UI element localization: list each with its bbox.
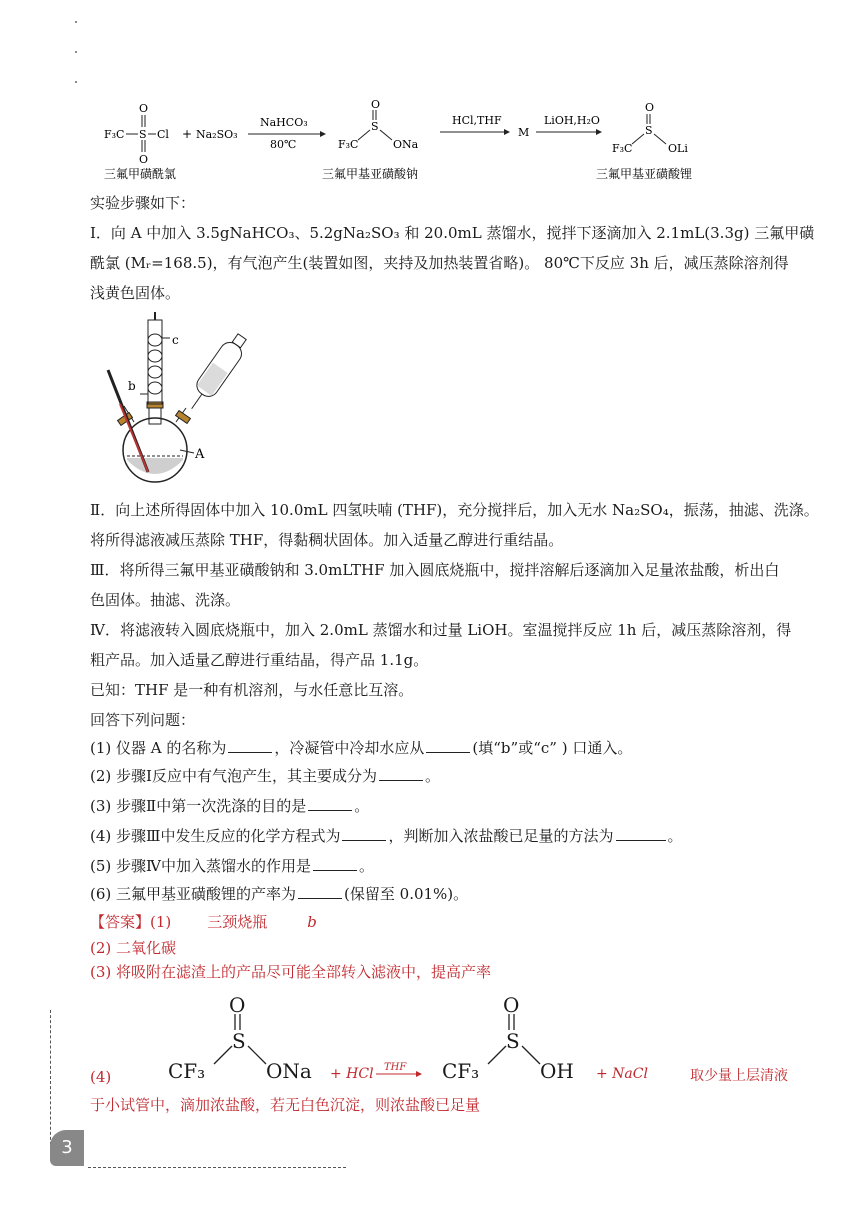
question-5: (5) 步骤Ⅳ中加入蒸馏水的作用是 。	[90, 857, 375, 875]
reagent1-name: 三氟甲磺酰氯	[104, 167, 177, 181]
product1-name: 三氟甲基亚磺酸钠	[322, 167, 419, 181]
step1-line1: Ⅰ．向 A 中加入 3.5gNaHCO₃、5.2gNa₂SO₃ 和 20.0mL 蒸馏水，搅拌下逐滴加入 2.1mL(3.3g) 三氟甲磺	[90, 224, 815, 242]
s-atom: S	[139, 128, 147, 141]
arrow1-top: NaHCO₃	[260, 116, 308, 129]
answer-4-hcl: + HCl	[330, 1066, 374, 1082]
step4-line1: Ⅳ．将滤液转入圆底烧瓶中，加入 2.0mL 蒸馏水和过量 LiOH。室温搅拌反应 1h 后，减压蒸除溶剂，得	[90, 621, 792, 639]
step3-line1: Ⅲ．将所得三氟甲基亚磺酸钠和 3.0mLTHF 加入圆底烧瓶中，搅拌溶解后逐滴加入足量浓盐酸，析出白	[90, 561, 780, 579]
blank-2[interactable]	[379, 766, 423, 781]
step2-line2: 将所得滤液减压蒸除 THF，得黏稠状固体。加入适量乙醇进行重结晶。	[90, 531, 564, 549]
blank-1a[interactable]	[228, 738, 272, 753]
o-top-atom: O	[139, 102, 149, 115]
answer-4-label: (4)	[90, 1068, 112, 1086]
page-number-badge: 3	[50, 1130, 84, 1166]
question-1: (1) 仪器 A 的名称为 ，冷凝管中冷却水应从 (填“b”或“c” ) 口通入。	[90, 739, 633, 757]
svg-text:O: O	[229, 993, 246, 1017]
svg-text:F₃C: F₃C	[338, 138, 359, 151]
intermediate-m: M	[518, 126, 530, 139]
step3-line2: 色固体。抽滤、洗涤。	[90, 591, 241, 609]
blank-5[interactable]	[313, 856, 357, 871]
arrow3-top: LiOH,H₂O	[544, 114, 600, 127]
apparatus-diagram	[100, 310, 260, 490]
svg-text:S: S	[506, 1029, 520, 1053]
svg-text:CF₃: CF₃	[442, 1059, 480, 1083]
svg-text:O: O	[645, 101, 655, 114]
product2-name: 三氟甲基亚磺酸锂	[596, 167, 693, 181]
answer-4-line2: 于小试管中，滴加浓盐酸，若无白色沉淀，则浓盐酸已足量	[90, 1096, 481, 1114]
answer-prompt: 回答下列问题：	[90, 711, 196, 729]
step1-line2: 酰氯 (Mᵣ=168.5)，有气泡产生(装置如图，夹持及加热装置省略)。 80℃下反应 3h 后，减压蒸除溶剂得	[90, 254, 789, 272]
arrow1-bottom: 80℃	[270, 138, 297, 151]
svg-text:O: O	[503, 993, 520, 1017]
margin-dashed-line	[50, 1010, 51, 1150]
intro-text: 实验步骤如下：	[90, 194, 196, 212]
blank-1b[interactable]	[426, 738, 470, 753]
margin-dots	[74, 18, 78, 88]
question-6: (6) 三氟甲基亚磺酸锂的产率为 (保留至 0.01%)。	[90, 885, 469, 903]
answer-4-tail: 取少量上层清液	[690, 1068, 788, 1084]
svg-text:O: O	[371, 98, 381, 111]
label-c: c	[172, 333, 179, 347]
f3c-atom: F₃C	[104, 128, 125, 141]
svg-text:F₃C: F₃C	[612, 142, 633, 155]
step2-line1: Ⅱ．向上述所得固体中加入 10.0mL 四氢呋喃 (THF)，充分搅拌后，加入无水 Na₂SO₄，振荡，抽滤、洗涤。	[90, 501, 819, 519]
reagent2: Na₂SO₃	[196, 128, 238, 141]
cl-atom: Cl	[157, 128, 169, 141]
step4-line2: 粗产品。加入适量乙醇进行重结晶，得产品 1.1g。	[90, 651, 429, 669]
reaction-scheme	[100, 96, 720, 186]
answer-4-thf: THF	[384, 1062, 407, 1073]
svg-text:OH: OH	[540, 1059, 574, 1083]
svg-text:OLi: OLi	[668, 142, 688, 155]
svg-text:ONa: ONa	[393, 138, 419, 151]
known-note: 已知：THF 是一种有机溶剂，与水任意比互溶。	[90, 681, 414, 699]
svg-text:ONa: ONa	[266, 1059, 312, 1083]
answer-4-nacl: + NaCl	[596, 1066, 648, 1082]
blank-4a[interactable]	[342, 826, 386, 841]
step1-line3: 浅黄色固体。	[90, 284, 181, 302]
svg-text:S: S	[645, 124, 653, 137]
question-2: (2) 步骤Ⅰ反应中有气泡产生，其主要成分为 。	[90, 767, 440, 785]
blank-3[interactable]	[308, 796, 352, 811]
answer-1: 【答案】(1) 三颈烧瓶 b	[90, 913, 317, 931]
svg-text:S: S	[232, 1029, 246, 1053]
answer-4-equation	[86, 990, 806, 1090]
label-b: b	[128, 379, 136, 393]
svg-text:S: S	[371, 120, 379, 133]
o-bottom-atom: O	[139, 153, 149, 166]
plus-sign: +	[182, 127, 193, 141]
blank-4b[interactable]	[616, 826, 666, 841]
svg-text:CF₃: CF₃	[168, 1059, 206, 1083]
footer-dashed-line	[88, 1167, 346, 1168]
question-4: (4) 步骤Ⅲ中发生反应的化学方程式为 ，判断加入浓盐酸已足量的方法为 。	[90, 827, 683, 845]
arrow2-top: HCl,THF	[452, 114, 502, 127]
answer-2: (2) 二氧化碳	[90, 939, 177, 957]
question-3: (3) 步骤Ⅱ中第一次洗涤的目的是 。	[90, 797, 370, 815]
blank-6[interactable]	[298, 884, 342, 899]
answer-3: (3) 将吸附在滤渣上的产品尽可能全部转入滤液中，提高产率	[90, 963, 492, 981]
label-a: A	[195, 447, 205, 462]
